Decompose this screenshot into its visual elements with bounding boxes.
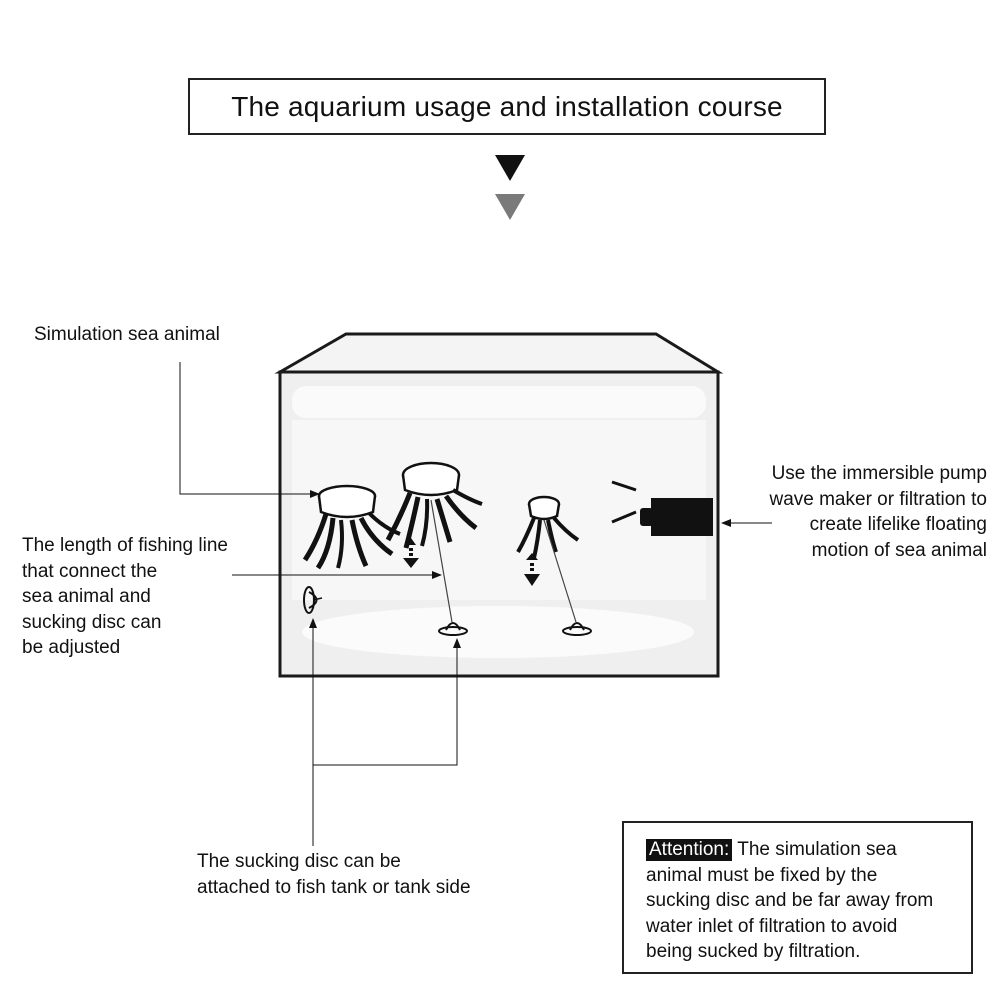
attention-box [622,821,973,974]
label-pump [735,461,987,563]
attention-row: water inlet of filtration to avoid [646,915,898,937]
down-arrow-dark-icon [495,155,525,181]
label-simulation-sea-animal: Simulation sea animal [34,324,220,345]
label-pump-row: motion of sea animal [811,539,987,561]
arrowhead-pump [721,519,731,527]
label-sucking-disc-row: attached to fish tank or tank side [197,876,471,898]
label-sucking-disc-row: The sucking disc can be [197,851,401,872]
label-fishing-line [22,533,282,661]
attention-tag: Attention: [646,839,732,861]
label-fishing-line-row: sea animal and [22,586,151,607]
label-fishing-line-row: The length of fishing line [22,535,228,556]
label-fishing-line-row: sucking disc can [22,611,162,633]
label-pump-row: wave maker or filtration to [769,488,987,510]
down-arrow-light-icon [495,194,525,220]
label-fishing-line-row: that connect the [22,560,158,582]
label-pump-row: create lifelike floating [809,514,987,535]
label-sucking-disc [197,849,537,900]
attention-row: sucking disc and be far away from [646,890,934,911]
attention-row [646,837,961,863]
label-fishing-line-row: be adjusted [22,637,121,658]
attention-row: animal must be fixed by the [646,864,878,886]
page-title: The aquarium usage and installation course [231,90,783,122]
attention-row: being sucked by filtration. [646,941,861,962]
label-pump-row: Use the immersible pump [771,463,987,484]
attention-text: The simulation sea [737,839,897,860]
